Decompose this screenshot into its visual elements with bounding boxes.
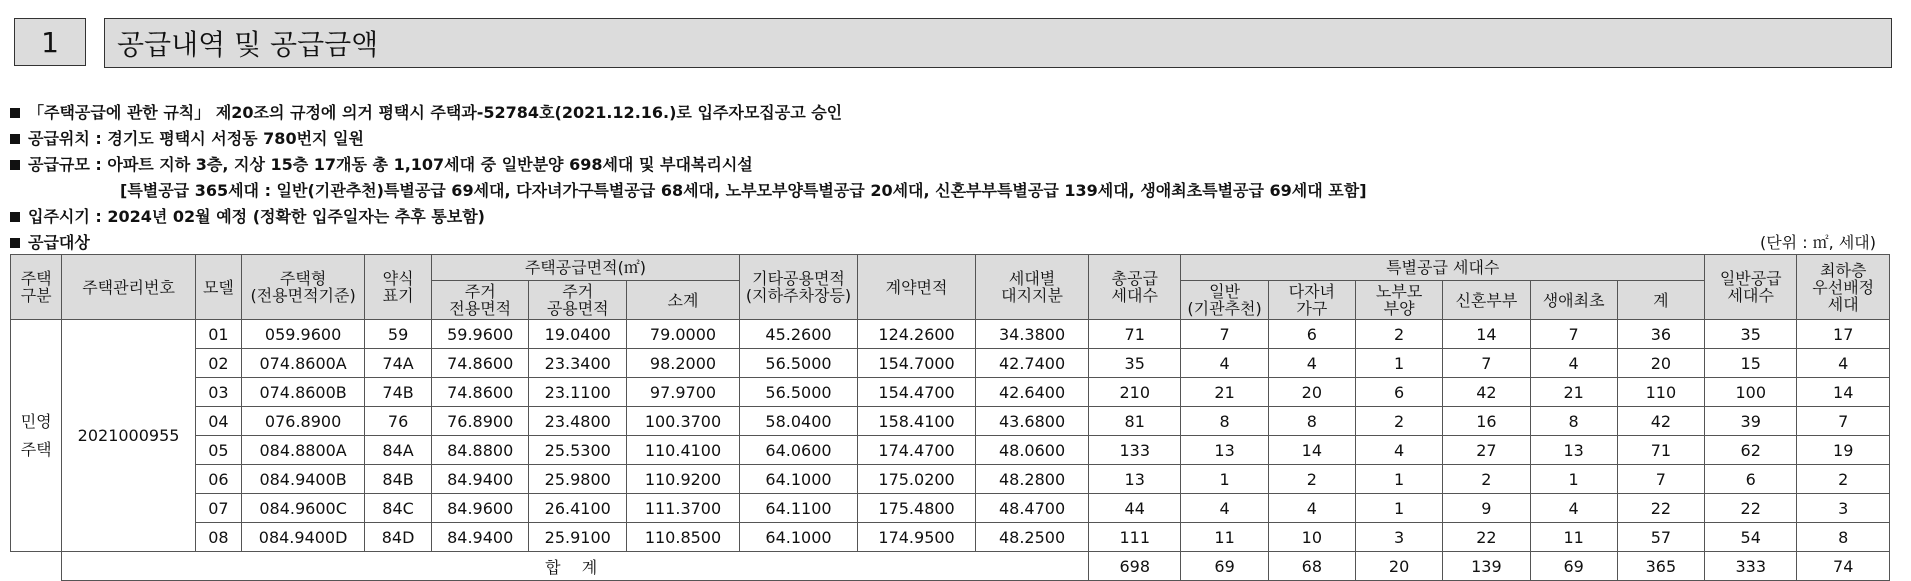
table-cell: 48.2800 — [976, 465, 1089, 494]
table-cell: 6 — [1355, 378, 1442, 407]
table-cell: 06 — [195, 465, 241, 494]
table-cell: 56.5000 — [739, 378, 857, 407]
col-exclusive-area: 주거 전용면적 — [431, 281, 529, 320]
table-cell: 4 — [1797, 349, 1890, 378]
table-cell: 158.4100 — [858, 407, 976, 436]
table-cell: 84.9400 — [431, 465, 529, 494]
table-cell: 6 — [1705, 465, 1797, 494]
total-cell: 20 — [1355, 552, 1442, 581]
col-mgmt-no: 주택관리번호 — [62, 255, 195, 320]
table-cell: 8 — [1530, 407, 1617, 436]
table-cell: 71 — [1089, 320, 1181, 349]
table-cell: 23.3400 — [529, 349, 627, 378]
table-cell: 08 — [195, 523, 241, 552]
table-cell: 100 — [1705, 378, 1797, 407]
table-cell: 42 — [1617, 407, 1704, 436]
table-cell: 27 — [1443, 436, 1530, 465]
table-cell: 210 — [1089, 378, 1181, 407]
table-cell: 074.8600B — [242, 378, 365, 407]
table-cell: 084.8800A — [242, 436, 365, 465]
total-label: 합 계 — [62, 552, 1089, 581]
note-target: 공급대상 (단위 : ㎡, 세대) — [10, 230, 1890, 256]
table-cell: 111 — [1089, 523, 1181, 552]
col-sp-general: 일반 (기관추천) — [1181, 281, 1268, 320]
table-cell: 4 — [1530, 349, 1617, 378]
table-cell: 8 — [1181, 407, 1268, 436]
table-cell: 74A — [365, 349, 432, 378]
table-cell: 21 — [1181, 378, 1268, 407]
table-row — [11, 349, 1890, 378]
table-cell: 74.8600 — [431, 378, 529, 407]
table-cell: 1 — [1530, 465, 1617, 494]
table-cell: 20 — [1617, 349, 1704, 378]
total-cell: 68 — [1268, 552, 1355, 581]
table-cell: 84.8800 — [431, 436, 529, 465]
table-cell: 64.1100 — [739, 494, 857, 523]
table-cell: 84.9600 — [431, 494, 529, 523]
table-cell: 084.9400D — [242, 523, 365, 552]
table-cell: 110.4100 — [627, 436, 740, 465]
table-cell: 3 — [1797, 494, 1890, 523]
table-body — [11, 320, 1890, 581]
table-cell: 1 — [1355, 494, 1442, 523]
table-cell: 4 — [1268, 494, 1355, 523]
col-supply-area: 주택공급면적(㎡) — [431, 255, 739, 281]
table-cell: 2 — [1355, 320, 1442, 349]
table-cell: 154.4700 — [858, 378, 976, 407]
table-cell: 100.3700 — [627, 407, 740, 436]
square-bullet-icon — [10, 108, 20, 118]
table-cell: 64.0600 — [739, 436, 857, 465]
table-cell: 64.1000 — [739, 465, 857, 494]
housing-type-cell: 민영 주택 — [11, 320, 62, 552]
col-subtotal: 소계 — [627, 281, 740, 320]
table-cell: 76 — [365, 407, 432, 436]
total-cell: 74 — [1797, 552, 1890, 581]
table-cell: 42 — [1443, 378, 1530, 407]
table-cell: 8 — [1268, 407, 1355, 436]
table-cell: 84.9400 — [431, 523, 529, 552]
col-house-type: 주택형 (전용면적기준) — [242, 255, 365, 320]
table-cell: 57 — [1617, 523, 1704, 552]
table-cell: 2 — [1355, 407, 1442, 436]
col-sp-newlywed: 신혼부부 — [1443, 281, 1530, 320]
note-scale: 공급규모 : 아파트 지하 3층, 지상 15층 17개동 총 1,107세대 중 일반분양 698세대 및 부대복리시설 — [10, 152, 1890, 178]
square-bullet-icon — [10, 212, 20, 222]
table-cell: 1 — [1181, 465, 1268, 494]
table-cell: 79.0000 — [627, 320, 740, 349]
table-cell: 84A — [365, 436, 432, 465]
table-cell: 26.4100 — [529, 494, 627, 523]
col-sp-multi-child: 다자녀 가구 — [1268, 281, 1355, 320]
table-cell: 23.1100 — [529, 378, 627, 407]
table-cell: 44 — [1089, 494, 1181, 523]
table-cell: 175.0200 — [858, 465, 976, 494]
section-number: 1 — [14, 18, 86, 66]
table-cell: 7 — [1617, 465, 1704, 494]
table-cell: 22 — [1617, 494, 1704, 523]
table-cell: 25.5300 — [529, 436, 627, 465]
table-cell: 7 — [1181, 320, 1268, 349]
table-cell: 13 — [1089, 465, 1181, 494]
table-cell: 6 — [1268, 320, 1355, 349]
table-cell: 81 — [1089, 407, 1181, 436]
table-cell: 45.2600 — [739, 320, 857, 349]
supply-table — [10, 254, 1890, 581]
table-cell: 110 — [1617, 378, 1704, 407]
table-cell: 133 — [1089, 436, 1181, 465]
total-blank-cell — [11, 552, 62, 581]
table-row — [11, 436, 1890, 465]
table-cell: 8 — [1797, 523, 1890, 552]
total-cell: 333 — [1705, 552, 1797, 581]
table-cell: 9 — [1443, 494, 1530, 523]
table-cell: 64.1000 — [739, 523, 857, 552]
total-cell: 69 — [1530, 552, 1617, 581]
table-cell: 25.9800 — [529, 465, 627, 494]
table-cell: 23.4800 — [529, 407, 627, 436]
table-cell: 7 — [1530, 320, 1617, 349]
table-cell: 48.4700 — [976, 494, 1089, 523]
table-cell: 2 — [1268, 465, 1355, 494]
notes-block — [10, 100, 1890, 256]
table-cell: 59.9600 — [431, 320, 529, 349]
table-cell: 7 — [1443, 349, 1530, 378]
table-cell: 54 — [1705, 523, 1797, 552]
col-land-share: 세대별 대지지분 — [976, 255, 1089, 320]
table-cell: 4 — [1530, 494, 1617, 523]
table-cell: 35 — [1705, 320, 1797, 349]
col-lowest-floor: 최하층 우선배정 세대 — [1797, 255, 1890, 320]
table-cell: 059.9600 — [242, 320, 365, 349]
table-cell: 56.5000 — [739, 349, 857, 378]
table-cell: 084.9400B — [242, 465, 365, 494]
col-housing-type: 주택 구분 — [11, 255, 62, 320]
table-cell: 17 — [1797, 320, 1890, 349]
table-cell: 48.2500 — [976, 523, 1089, 552]
table-row — [11, 320, 1890, 349]
total-row — [11, 552, 1890, 581]
table-row — [11, 494, 1890, 523]
table-cell: 34.3800 — [976, 320, 1089, 349]
table-cell: 4 — [1268, 349, 1355, 378]
note-move-in: 입주시기 : 2024년 02월 예정 (정확한 입주일자는 추후 통보함) — [10, 204, 1890, 230]
table-cell: 43.6800 — [976, 407, 1089, 436]
total-cell: 139 — [1443, 552, 1530, 581]
table-cell: 3 — [1355, 523, 1442, 552]
table-cell: 2 — [1797, 465, 1890, 494]
table-cell: 84B — [365, 465, 432, 494]
table-cell: 14 — [1268, 436, 1355, 465]
table-cell: 174.4700 — [858, 436, 976, 465]
col-sp-first-home: 생애최초 — [1530, 281, 1617, 320]
table-cell: 02 — [195, 349, 241, 378]
table-cell: 58.0400 — [739, 407, 857, 436]
col-other-common: 기타공용면적 (지하주차장등) — [739, 255, 857, 320]
table-cell: 2 — [1443, 465, 1530, 494]
table-cell: 74.8600 — [431, 349, 529, 378]
col-contract-area: 계약면적 — [858, 255, 976, 320]
table-cell: 124.2600 — [858, 320, 976, 349]
table-cell: 42.7400 — [976, 349, 1089, 378]
table-cell: 84C — [365, 494, 432, 523]
table-cell: 25.9100 — [529, 523, 627, 552]
table-cell: 39 — [1705, 407, 1797, 436]
table-cell: 59 — [365, 320, 432, 349]
table-cell: 07 — [195, 494, 241, 523]
table-cell: 19.0400 — [529, 320, 627, 349]
table-cell: 4 — [1181, 494, 1268, 523]
table-cell: 35 — [1089, 349, 1181, 378]
table-cell: 19 — [1797, 436, 1890, 465]
col-general-supply: 일반공급 세대수 — [1705, 255, 1797, 320]
table-cell: 71 — [1617, 436, 1704, 465]
table-cell: 84D — [365, 523, 432, 552]
table-cell: 11 — [1181, 523, 1268, 552]
table-cell: 16 — [1443, 407, 1530, 436]
table-cell: 10 — [1268, 523, 1355, 552]
total-cell: 69 — [1181, 552, 1268, 581]
table-row — [11, 465, 1890, 494]
table-cell: 22 — [1443, 523, 1530, 552]
square-bullet-icon — [10, 160, 20, 170]
note-approval: 「주택공급에 관한 규칙」 제20조의 규정에 의거 평택시 주택과-52784호(2021.12.16.)로 입주자모집공고 승인 — [10, 100, 1890, 126]
square-bullet-icon — [10, 238, 20, 248]
table-cell: 076.8900 — [242, 407, 365, 436]
table-cell: 01 — [195, 320, 241, 349]
table-cell: 1 — [1355, 465, 1442, 494]
table-cell: 48.0600 — [976, 436, 1089, 465]
table-cell: 074.8600A — [242, 349, 365, 378]
table-cell: 110.8500 — [627, 523, 740, 552]
col-special-supply: 특별공급 세대수 — [1181, 255, 1705, 281]
unit-label: (단위 : ㎡, 세대) — [1759, 233, 1876, 252]
table-cell: 05 — [195, 436, 241, 465]
table-row — [11, 407, 1890, 436]
table-cell: 174.9500 — [858, 523, 976, 552]
table-cell: 76.8900 — [431, 407, 529, 436]
table-cell: 15 — [1705, 349, 1797, 378]
table-cell: 04 — [195, 407, 241, 436]
table-cell: 36 — [1617, 320, 1704, 349]
table-cell: 1 — [1355, 349, 1442, 378]
table-cell: 110.9200 — [627, 465, 740, 494]
table-cell: 111.3700 — [627, 494, 740, 523]
table-cell: 13 — [1530, 436, 1617, 465]
col-common-area: 주거 공용면적 — [529, 281, 627, 320]
table-cell: 62 — [1705, 436, 1797, 465]
table-cell: 4 — [1181, 349, 1268, 378]
table-cell: 175.4800 — [858, 494, 976, 523]
col-sp-sum: 계 — [1617, 281, 1704, 320]
col-sp-elderly: 노부모 부양 — [1355, 281, 1442, 320]
table-cell: 03 — [195, 378, 241, 407]
table-cell: 11 — [1530, 523, 1617, 552]
table-cell: 98.2000 — [627, 349, 740, 378]
table-cell: 42.6400 — [976, 378, 1089, 407]
table-cell: 97.9700 — [627, 378, 740, 407]
table-cell: 21 — [1530, 378, 1617, 407]
total-cell: 698 — [1089, 552, 1181, 581]
note-location: 공급위치 : 경기도 평택시 서정동 780번지 일원 — [10, 126, 1890, 152]
col-total-supply: 총공급 세대수 — [1089, 255, 1181, 320]
table-cell: 7 — [1797, 407, 1890, 436]
col-model: 모델 — [195, 255, 241, 320]
note-special-supply: [특별공급 365세대 : 일반(기관추천)특별공급 69세대, 다자녀가구특별공급 68세대, 노부모부양특별공급 20세대, 신혼부부특별공급 139세대, 생애최초특별공급 69세대 포함] — [120, 181, 1367, 200]
section-title: 공급내역 및 공급금액 — [104, 18, 1892, 68]
table-header — [11, 255, 1890, 320]
table-cell: 14 — [1797, 378, 1890, 407]
table-cell: 4 — [1355, 436, 1442, 465]
mgmt-no-cell: 2021000955 — [62, 320, 195, 552]
table-cell: 20 — [1268, 378, 1355, 407]
total-cell: 365 — [1617, 552, 1704, 581]
table-cell: 74B — [365, 378, 432, 407]
table-cell: 084.9600C — [242, 494, 365, 523]
table-row — [11, 523, 1890, 552]
table-cell: 22 — [1705, 494, 1797, 523]
square-bullet-icon — [10, 134, 20, 144]
table-row — [11, 378, 1890, 407]
col-abbr: 약식 표기 — [365, 255, 432, 320]
table-cell: 154.7000 — [858, 349, 976, 378]
table-cell: 14 — [1443, 320, 1530, 349]
table-cell: 13 — [1181, 436, 1268, 465]
